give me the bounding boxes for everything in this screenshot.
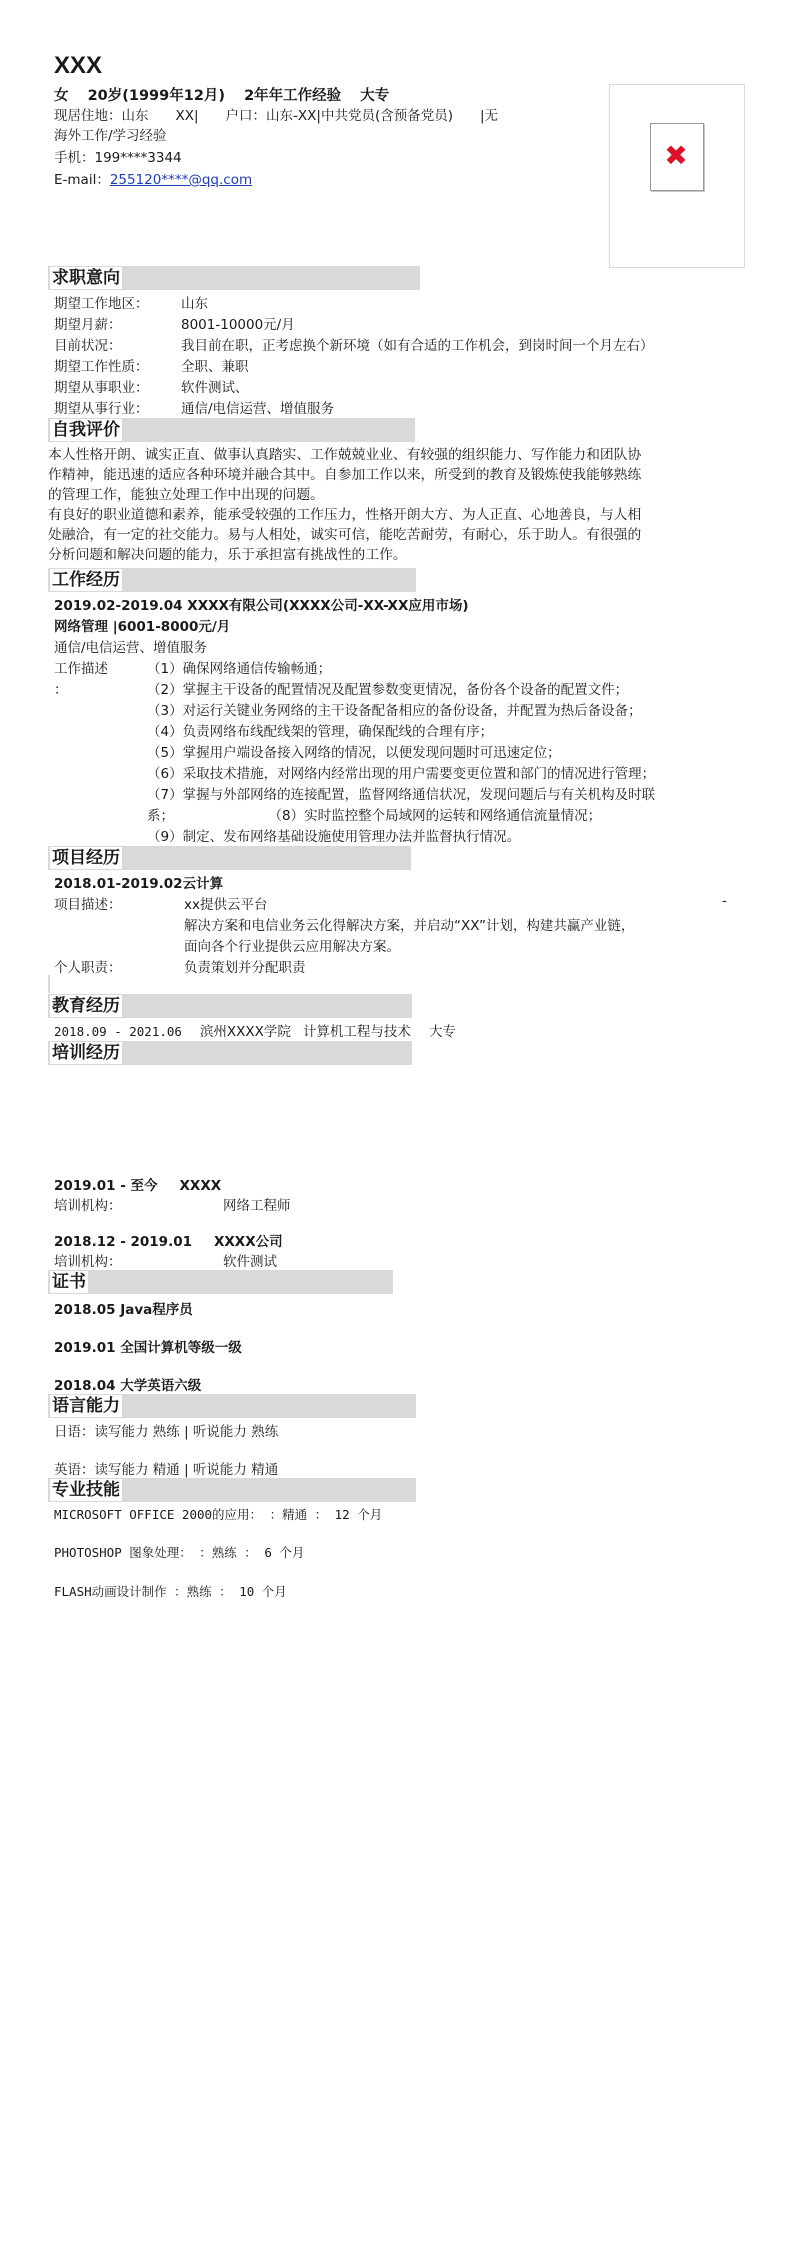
training-course: 网络工程师 — [223, 1198, 291, 1214]
section-title: 求职意向 — [52, 268, 120, 288]
work-position: 网络管理 |6001-8000元/月 — [54, 619, 231, 635]
broken-image-icon — [650, 123, 704, 191]
project-desc-line: xx提供云平台 — [184, 897, 268, 913]
divider-mark — [48, 975, 50, 993]
education-period: 2018.09 - 2021.06 — [54, 1024, 182, 1039]
self-eval-line: 有良好的职业道德和素养，能承受较强的工作压力，性格开朗大方、为人正直、心地善良，与人相 — [48, 507, 642, 523]
training-period: 2018.12 - 2019.01 — [54, 1234, 192, 1250]
project-desc-label: 项目描述： — [54, 897, 122, 913]
section-title: 语言能力 — [52, 1396, 120, 1416]
certificate-item: 2018.04 大学英语六级 — [54, 1378, 202, 1394]
section-self-eval — [48, 418, 415, 442]
section-job-intent — [48, 266, 420, 290]
training-org: XXXX — [179, 1178, 222, 1194]
section-title: 证书 — [52, 1272, 86, 1292]
training-org-label: 培训机构： — [54, 1198, 122, 1214]
project-dash: - — [722, 893, 727, 909]
email-link[interactable]: 255120****@qq.com — [109, 172, 253, 188]
section-languages — [48, 1394, 416, 1418]
self-eval-line: 本人性格开朗、诚实正直、做事认真踏实、工作兢兢业业、有较强的组织能力、写作能力和团队协 — [48, 447, 642, 463]
work-desc-label: 工作描述 — [54, 661, 108, 677]
section-certificates — [48, 1270, 393, 1294]
intent-value: 通信/电信运营、增值服务 — [181, 401, 335, 417]
section-title: 培训经历 — [52, 1043, 120, 1063]
intent-label: 期望工作地区： — [54, 296, 149, 312]
section-project — [48, 846, 411, 870]
skill-item: MICROSOFT OFFICE 2000的应用： ：精通 ： 12 个月 — [54, 1507, 383, 1522]
overseas-experience: 海外工作/学习经验 — [54, 128, 167, 144]
section-skills — [48, 1478, 416, 1502]
gender: 女 — [54, 88, 69, 104]
residence-line: 现居住地：山东 XX| 户口：山东-XX|中共党员(含预备党员) |无 — [54, 108, 499, 124]
training-period-org — [54, 1230, 283, 1250]
training-org: XXXX公司 — [213, 1234, 283, 1250]
education-major: 计算机工程与技术 — [302, 1024, 411, 1040]
self-eval-line: 作精神，能迅速的适应各种环境并融合其中。自参加工作以来，所受到的教育及锻炼使我能够熟练 — [48, 467, 642, 483]
training-period-org — [54, 1174, 221, 1194]
education-degree: 大专 — [428, 1024, 456, 1040]
project-desc-line: 解决方案和电信业务云化得解决方案，并启动“XX”计划，构建共赢产业链， — [184, 918, 635, 934]
project-role-label: 个人职责： — [54, 960, 122, 976]
work-period-company: 2019.02-2019.04 XXXX有限公司(XXXX公司-XX-XX应用市场) — [54, 598, 469, 614]
section-work — [48, 568, 416, 592]
work-duty: （6）采取技术措施，对网络内经常出现的用户需要变更位置和部门的情况进行管理； — [147, 766, 656, 782]
work-duty: （7）掌握与外部网络的连接配置，监督网络通信状况，发现问题后与有关机构及时联 — [147, 787, 656, 803]
certificate-item: 2019.01 全国计算机等级一级 — [54, 1340, 242, 1356]
work-duty: （3）对运行关键业务网络的主干设备配备相应的备份设备，并配置为热后备设备； — [147, 703, 642, 719]
training-period: 2019.01 - 至今 — [54, 1178, 158, 1194]
certificate-item: 2018.05 Java程序员 — [54, 1302, 193, 1318]
work-desc-colon: ： — [54, 682, 68, 698]
work-duty: 系； （8）实时监控整个局域网的运转和网络通信流量情况； — [147, 808, 602, 824]
section-title: 工作经历 — [52, 570, 120, 590]
section-title: 专业技能 — [52, 1480, 120, 1500]
project-desc-line: 面向各个行业提供云应用解决方案。 — [184, 939, 400, 955]
red-x-icon: ✖ — [664, 139, 688, 172]
work-duty: （5）掌握用户端设备接入网络的情况，以便发现问题时可迅速定位； — [147, 745, 561, 761]
intent-value: 软件测试、 — [181, 380, 249, 396]
basic-info — [54, 84, 403, 105]
work-duty: （9）制定、发布网络基础设施使用管理办法并监督执行情况。 — [147, 829, 521, 845]
section-title: 教育经历 — [52, 996, 120, 1016]
training-course: 软件测试 — [223, 1254, 277, 1270]
intent-label: 目前状况： — [54, 338, 122, 354]
section-training — [48, 1041, 412, 1065]
intent-label: 期望工作性质： — [54, 359, 149, 375]
work-duty: （4）负责网络布线配线架的管理，确保配线的合理有序； — [147, 724, 494, 740]
section-title: 自我评价 — [52, 420, 120, 440]
education-school: 滨州XXXX学院 — [199, 1024, 291, 1040]
intent-label: 期望从事职业： — [54, 380, 149, 396]
self-eval-line: 处融洽，有一定的社交能力。易与人相处，诚实可信，能吃苦耐劳，有耐心，乐于助人。有很强的 — [48, 527, 642, 543]
language-item: 日语：读写能力 熟练 | 听说能力 熟练 — [54, 1424, 279, 1440]
self-eval-line: 的管理工作，能独立处理工作中出现的问题。 — [48, 487, 324, 503]
training-org-label: 培训机构： — [54, 1254, 122, 1270]
work-duty: （2）掌握主干设备的配置情况及配置参数变更情况，备份各个设备的配置文件； — [147, 682, 629, 698]
education-row — [54, 1020, 456, 1040]
experience: 2年年工作经验 — [244, 88, 342, 104]
intent-value: 8001-10000元/月 — [181, 317, 295, 333]
project-period-name: 2018.01-2019.02云计算 — [54, 876, 224, 892]
intent-label: 期望月薪： — [54, 317, 122, 333]
email-label: E-mail： — [54, 172, 110, 188]
section-title: 项目经历 — [52, 848, 120, 868]
skill-item: PHOTOSHOP 图象处理： ：熟练 ： 6 个月 — [54, 1545, 305, 1560]
candidate-name: XXX — [54, 52, 103, 79]
intent-value: 全职、兼职 — [181, 359, 249, 375]
work-duty: （1）确保网络通信传输畅通； — [147, 661, 332, 677]
project-role-value: 负责策划并分配职责 — [184, 960, 306, 976]
phone: 手机：199****3344 — [54, 150, 182, 166]
work-industry: 通信/电信运营、增值服务 — [54, 640, 208, 656]
language-item: 英语：读写能力 精通 | 听说能力 精通 — [54, 1462, 279, 1478]
email-row — [54, 168, 252, 188]
intent-label: 期望从事行业： — [54, 401, 149, 417]
photo-frame — [609, 84, 745, 268]
education-level: 大专 — [360, 88, 390, 104]
section-education — [48, 994, 412, 1018]
self-eval-line: 分析问题和解决问题的能力，乐于承担富有挑战性的工作。 — [48, 547, 407, 563]
intent-value: 我目前在职，正考虑换个新环境（如有合适的工作机会，到岗时间一个月左右） — [181, 338, 654, 354]
skill-item: FLASH动画设计制作 ：熟练 ： 10 个月 — [54, 1584, 287, 1599]
intent-value: 山东 — [181, 296, 208, 312]
age: 20岁(1999年12月) — [87, 88, 226, 104]
